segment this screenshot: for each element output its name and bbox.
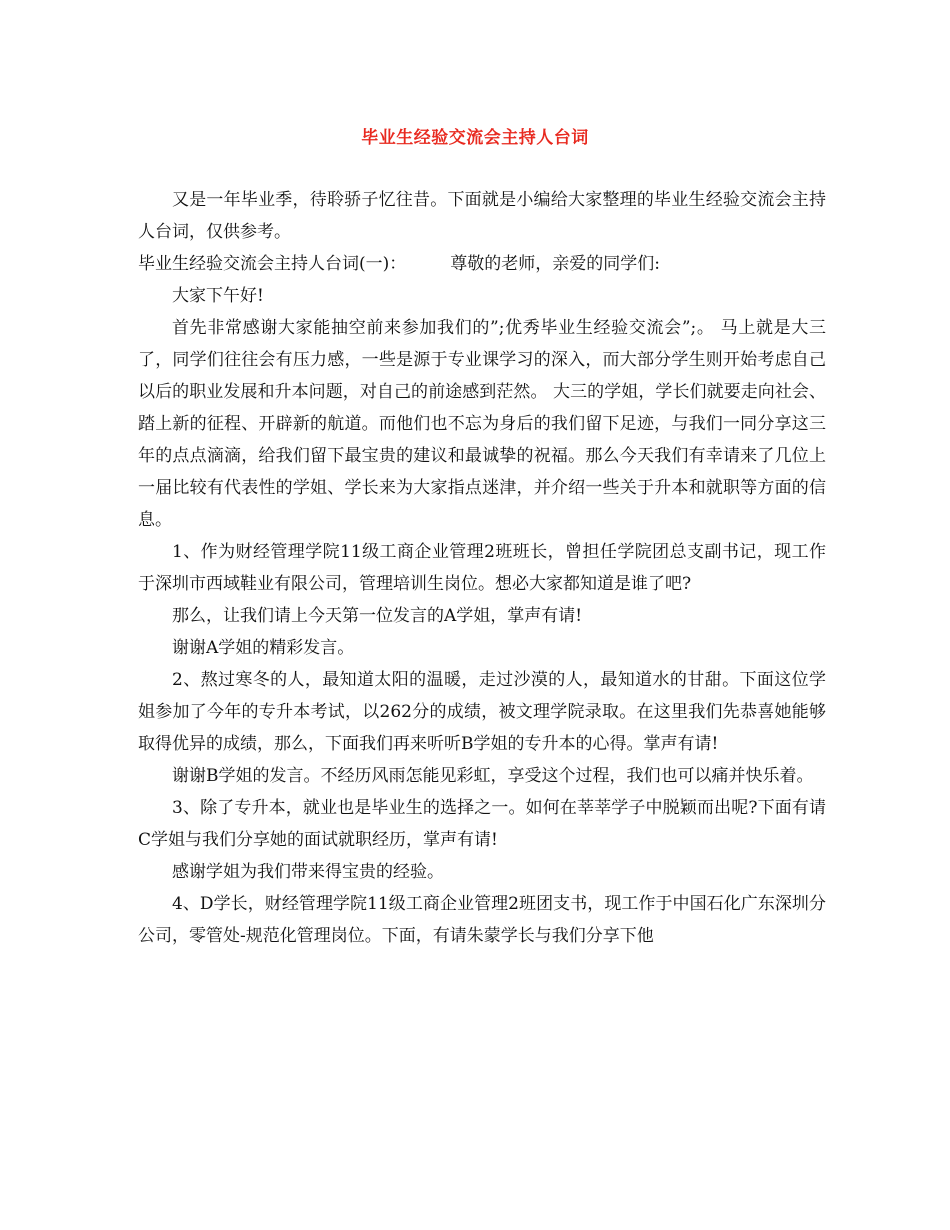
item-4-paragraph: 4、D学长，财经管理学院11级工商企业管理2班团支书，现工作于中国石化广东深圳分公司，零管处-规范化管理岗位。下面，有请朱蒙学长与我们分享下他 xyxy=(138,894,826,946)
salutation: 尊敬的老师，亲爱的同学们: xyxy=(450,254,660,274)
item-1-invite-paragraph: 那么，让我们请上今天第一位发言的A学姐，掌声有请! xyxy=(172,606,583,626)
item-2-paragraph: 2、熬过寒冬的人，最知道太阳的温暖，走过沙漠的人，最知道水的甘甜。下面这位学姐参加了今年的专升本考试，以262分的成绩，被文理学院录取。在这里我们先恭喜她能够取得优异的成绩，那么，下面我们再来听听B学姐的专升本的心得。掌声有请! xyxy=(138,670,826,754)
section-heading-line xyxy=(138,248,826,280)
intro-paragraph: 又是一年毕业季，待聆骄子忆往昔。下面就是小编给大家整理的毕业生经验交流会主持人台词，仅供参考。 xyxy=(138,190,826,242)
item-3-paragraph: 3、除了专升本，就业也是毕业生的选择之一。如何在莘莘学子中脱颖而出呢?下面有请C学姐与我们分享她的面试就职经历，掌声有请! xyxy=(138,798,826,850)
opening-paragraph: 首先非常感谢大家能抽空前来参加我们的”;优秀毕业生经验交流会”;。 马上就是大三了，同学们往往会有压力感，一些是源于专业课学习的深入，而大部分学生则开始考虑自己以后的职业发展和升本问题，对自己的前途感到茫然。 大三的学姐，学长们就要走向社会、踏上新的征程、开辟新的航道。而他们也不忘为身后的我们留下足迹，与我们一同分享这三年的点点滴滴，给我们留下最宝贵的建议和最诚挚的祝福。那么今天我们有幸请来了几位上一届比较有代表性的学姐、学长来为大家指点迷津，并介绍一些关于升本和就职等方面的信息。 xyxy=(138,318,826,530)
document-body xyxy=(138,184,826,952)
item-3-thanks-paragraph: 感谢学姐为我们带来得宝贵的经验。 xyxy=(172,862,444,882)
item-2-thanks-paragraph: 谢谢B学姐的发言。不经历风雨怎能见彩虹，享受这个过程，我们也可以痛并快乐着。 xyxy=(172,766,814,786)
document-title: 毕业生经验交流会主持人台词 xyxy=(361,128,589,148)
item-1-thanks-paragraph: 谢谢A学姐的精彩发言。 xyxy=(172,638,355,658)
greeting-paragraph: 大家下午好! xyxy=(172,286,264,306)
item-1-paragraph: 1、作为财经管理学院11级工商企业管理2班班长，曾担任学院团总支副书记，现工作于深圳市西域鞋业有限公司，管理培训生岗位。想必大家都知道是谁了吧? xyxy=(138,542,826,594)
section-heading: 毕业生经验交流会主持人台词(一)： xyxy=(138,254,407,274)
